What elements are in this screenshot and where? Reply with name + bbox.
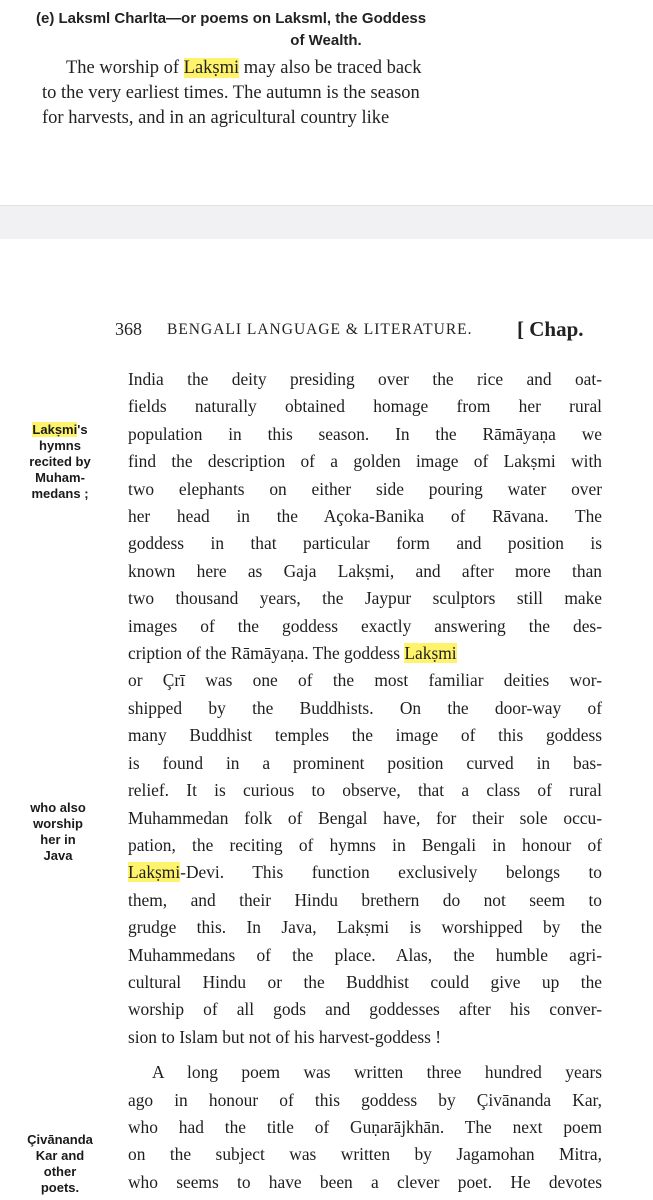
previous-page-fragment <box>0 0 653 205</box>
text-line: grudge this. In Java, Lakṣmi is worshipped by the <box>128 917 602 938</box>
margin-note-poets: Çivānanda Kar and other poets. <box>27 1132 93 1195</box>
section-heading-line-2: of Wealth. <box>290 32 362 49</box>
text-line: India the deity presiding over the rice and oat- <box>128 369 602 389</box>
chapter-marker: [ Chap. <box>517 317 584 341</box>
text-line: Muhammedans of the place. Alas, the humble agri- <box>128 944 602 965</box>
text-line: two elephants on either side pouring water over <box>128 478 602 499</box>
text-line: cription of the Rāmāyaṇa. The goddess Lakṣmi <box>128 643 457 664</box>
text-line: Lakṣmi-Devi. This function exclusively belongs to <box>128 862 602 883</box>
page-separator <box>0 205 653 240</box>
text-line: The worship of Lakṣmi may also be traced back <box>66 58 422 78</box>
text-line: on the subject was written by Jagamohan Mitra, <box>128 1144 602 1165</box>
text-line: or Çrī was one of the most familiar deities wor- <box>128 670 602 691</box>
text-line: shipped by the Buddhists. On the door-way of <box>128 697 602 718</box>
text-line: ago in honour of this goddess by Çivānanda Kar, <box>128 1089 602 1110</box>
text-line: worship of all gods and goddesses after his conver- <box>128 999 602 1020</box>
text-line: to the very earliest times. The autumn is the season <box>42 83 420 103</box>
text-line: known here as Gaja Lakṣmi, and after more than <box>128 560 602 581</box>
section-heading-line-1: (e) Laksml Charlta—or poems on Laksml, the Goddess <box>36 10 427 27</box>
text-line: pation, the reciting of hymns in Bengali in honour of <box>128 834 602 855</box>
header-title: BENGALI LANGUAGE & LITERATURE. <box>167 321 473 338</box>
highlight: Lakṣmi <box>32 422 78 437</box>
margin-note-java: who also worship her in Java <box>30 800 86 863</box>
text-line: many Buddhist temples the image of this goddess <box>128 725 602 746</box>
text-line: find the description of a golden image of Lakṣmi with <box>128 451 602 472</box>
text-line: who had the title of Guṇarājkhān. The next poem <box>128 1116 602 1137</box>
section-heading <box>36 8 596 52</box>
text-line: A long poem was written three hundred years <box>152 1062 602 1083</box>
highlight: Lakṣmi <box>404 643 457 664</box>
running-header <box>115 319 595 347</box>
text-line: relief. It is curious to observe, that a class of rural <box>128 780 602 801</box>
text-line: images of the goddess exactly answering the des- <box>128 615 602 636</box>
text-line: who seems to have been a clever poet. He devotes <box>128 1171 602 1192</box>
text-line: cultural Hindu or the Buddhist could give up the <box>128 971 602 992</box>
text-line: sion to Islam but not of his harvest-goddess ! <box>128 1026 441 1047</box>
text-line: goddess in that particular form and position is <box>128 533 602 554</box>
page-number: 368 <box>115 319 142 339</box>
body-text <box>128 366 602 1196</box>
intro-paragraph <box>42 56 502 131</box>
text-line: Muhammedan folk of Bengal have, for their sole occu- <box>128 807 602 828</box>
book-page-368 <box>0 239 653 1200</box>
text-line: is found in a prominent position curved in bas- <box>128 752 602 773</box>
highlight: Lakṣmi <box>128 862 181 883</box>
margin-note-lakshmi-hymns: Lakṣmi's hymns recited by Muham- medans ; <box>29 422 91 501</box>
text-line: them, and their Hindu brethern do not seem to <box>128 889 602 910</box>
text-line: population in this season. In the Rāmāyaṇa we <box>128 423 602 444</box>
highlight: Lakṣmi <box>183 58 240 78</box>
text-line: her head in the Açoka-Banika of Rāvana. The <box>128 506 602 527</box>
text-line: two thousand years, the Jaypur sculptors still make <box>128 588 602 609</box>
text-line: fields naturally obtained homage from her rural <box>128 396 602 417</box>
text-line: for harvests, and in an agricultural country like <box>42 108 390 128</box>
